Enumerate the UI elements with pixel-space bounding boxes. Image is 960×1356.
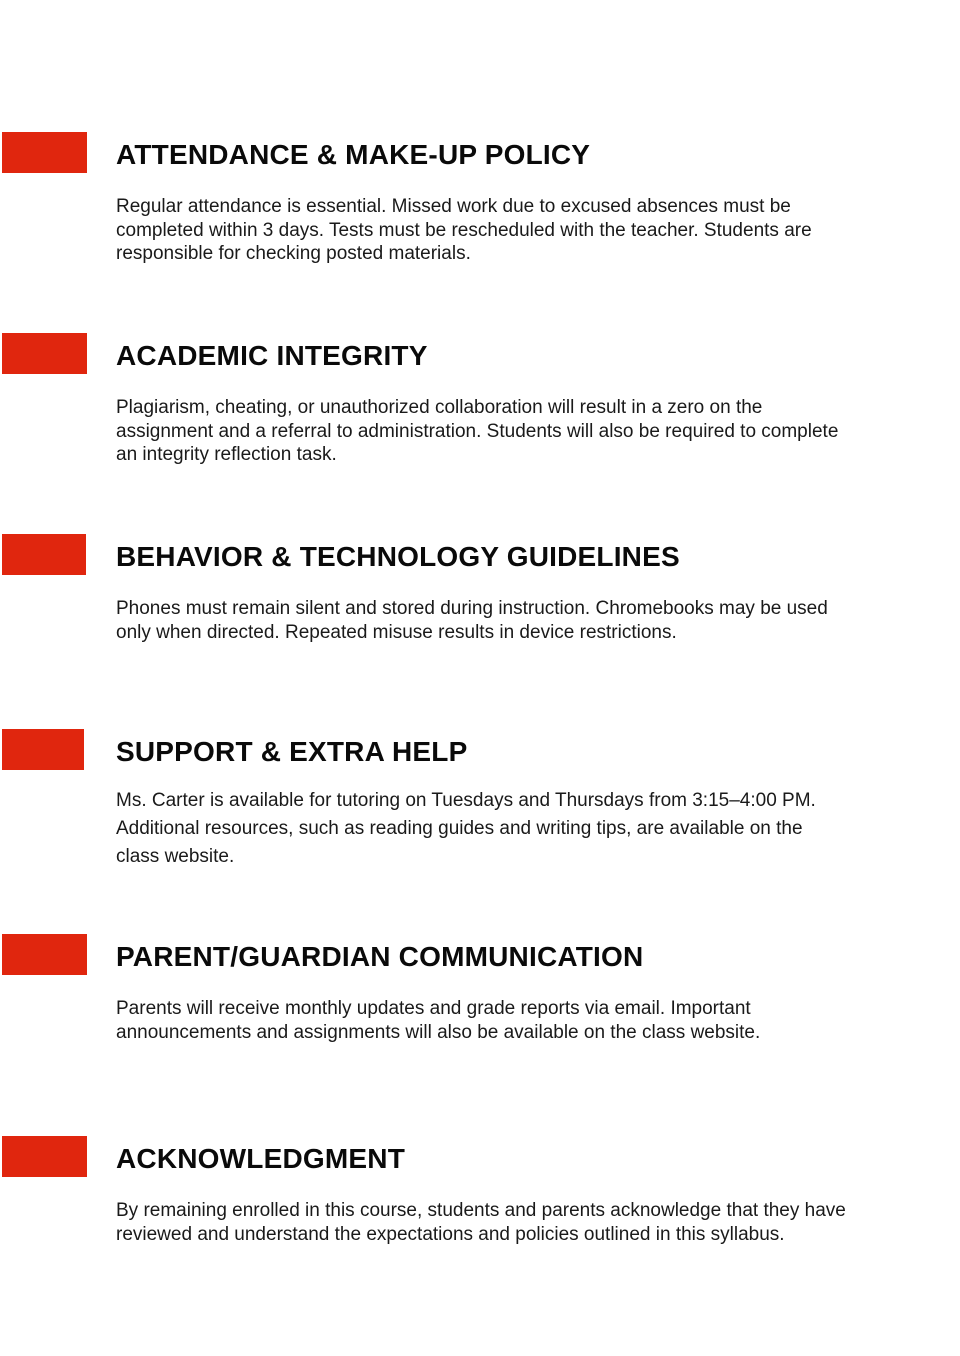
section-body: By remaining enrolled in this course, students and parents acknowledge that they have reviewed and understand the expectations and policies outlined in this syllabus. <box>116 1200 846 1245</box>
section-marker <box>2 1136 87 1177</box>
section-heading: BEHAVIOR & TECHNOLOGY GUIDELINES <box>116 541 680 572</box>
section-body: Plagiarism, cheating, or unauthorized collaboration will result in a zero on the assignment and a referral to administration. Students will also be required to complete an integrity reflection task. <box>116 397 839 466</box>
section-marker <box>2 934 87 975</box>
section-body: Ms. Carter is available for tutoring on Tuesdays and Thursdays from 3:15–4:00 PM. Additional resources, such as reading guides and writing tips, are available on the class website. <box>116 790 816 867</box>
section-body: Parents will receive monthly updates and grade reports via email. Important announcements and assignments will also be available on the class website. <box>116 998 761 1043</box>
section-marker <box>2 729 84 770</box>
section-marker <box>2 333 87 374</box>
section-body: Phones must remain silent and stored during instruction. Chromebooks may be used only when directed. Repeated misuse results in device restrictions. <box>116 598 828 643</box>
section-marker <box>2 132 87 173</box>
section-heading: PARENT/GUARDIAN COMMUNICATION <box>116 941 644 972</box>
section-heading: ACKNOWLEDGMENT <box>116 1143 405 1174</box>
section-heading: ATTENDANCE & MAKE-UP POLICY <box>116 139 591 170</box>
section-marker <box>2 534 86 575</box>
section-heading: ACADEMIC INTEGRITY <box>116 340 428 371</box>
section-heading: SUPPORT & EXTRA HELP <box>116 736 468 767</box>
section-body: Regular attendance is essential. Missed work due to excused absences must be completed within 3 days. Tests must be rescheduled with the teacher. Students are responsible for checking posted materials. <box>116 196 812 265</box>
